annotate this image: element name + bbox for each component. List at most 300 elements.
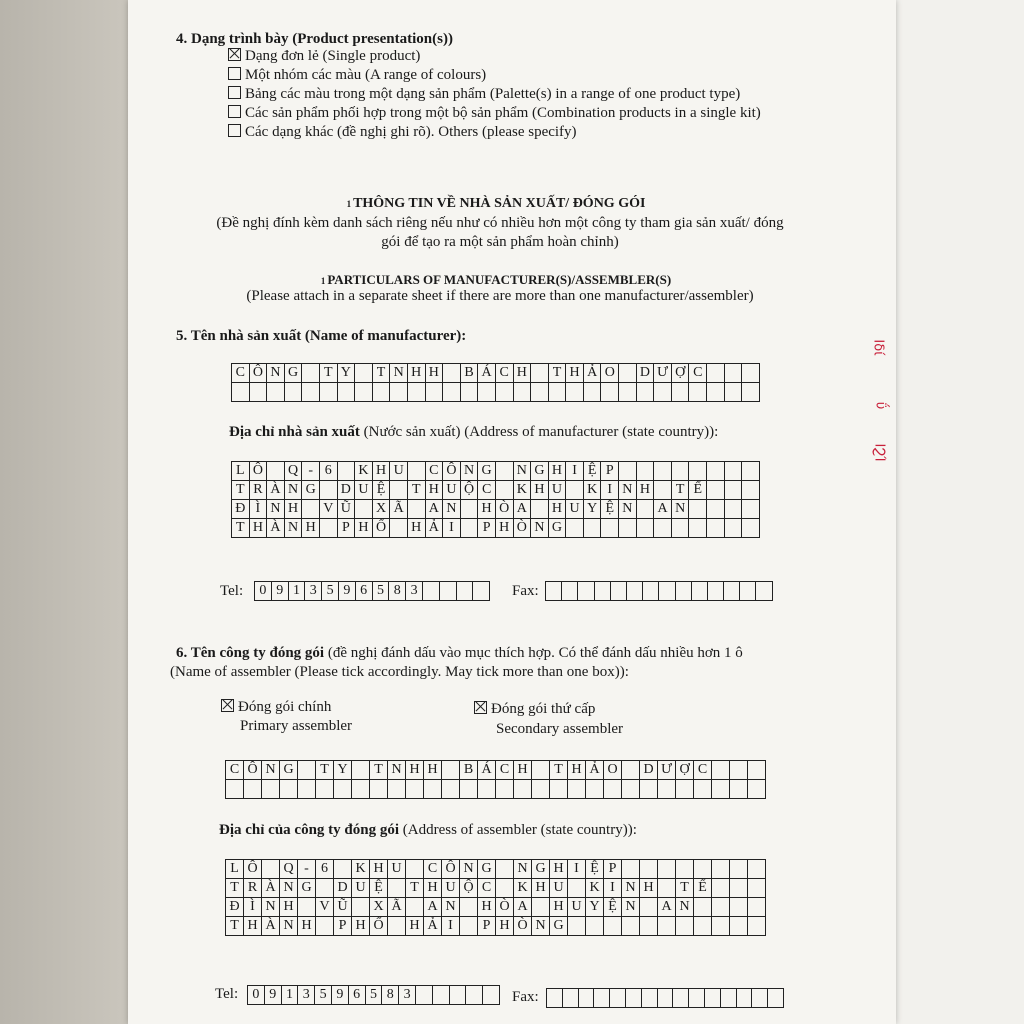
char-cell[interactable]: [583, 519, 601, 538]
char-cell[interactable]: N: [622, 879, 640, 898]
char-cell[interactable]: [730, 898, 748, 917]
char-cell[interactable]: [390, 519, 408, 538]
char-cell[interactable]: Ì: [244, 898, 262, 917]
char-cell[interactable]: [267, 462, 285, 481]
char-cell[interactable]: A: [425, 500, 443, 519]
char-cell[interactable]: Ệ: [583, 462, 601, 481]
char-cell[interactable]: [547, 989, 563, 1008]
char-cell[interactable]: [316, 917, 334, 936]
char-cell[interactable]: [532, 898, 550, 917]
char-cell[interactable]: N: [280, 879, 298, 898]
char-cell[interactable]: [707, 582, 723, 601]
char-cell[interactable]: [424, 780, 442, 799]
char-cell[interactable]: [676, 780, 694, 799]
char-cell[interactable]: [262, 780, 280, 799]
char-cell[interactable]: N: [390, 364, 408, 383]
char-cell[interactable]: [390, 383, 408, 402]
primary-assembler-checkbox[interactable]: [221, 699, 234, 712]
char-cell[interactable]: L: [232, 462, 250, 481]
char-cell[interactable]: [586, 780, 604, 799]
char-cell[interactable]: G: [550, 917, 568, 936]
char-cell[interactable]: A: [654, 500, 672, 519]
char-cell[interactable]: [604, 917, 622, 936]
char-cell[interactable]: [720, 989, 736, 1008]
char-cell[interactable]: K: [355, 462, 373, 481]
char-cell[interactable]: 1: [288, 582, 305, 601]
char-cell[interactable]: T: [316, 761, 334, 780]
char-cell[interactable]: Đ: [232, 500, 250, 519]
char-cell[interactable]: [443, 383, 461, 402]
char-cell[interactable]: [730, 780, 748, 799]
char-cell[interactable]: [712, 879, 730, 898]
char-cell[interactable]: N: [442, 898, 460, 917]
char-cell[interactable]: [319, 519, 337, 538]
char-cell[interactable]: Ộ: [460, 879, 478, 898]
char-cell[interactable]: [707, 383, 725, 402]
char-cell[interactable]: [724, 582, 740, 601]
char-cell[interactable]: H: [478, 898, 496, 917]
char-cell[interactable]: P: [601, 462, 619, 481]
assembler-address-grid[interactable]: [225, 859, 766, 936]
presentation-checkbox[interactable]: [228, 67, 241, 80]
char-cell[interactable]: Ư: [654, 364, 672, 383]
char-cell[interactable]: [316, 879, 334, 898]
char-cell[interactable]: [298, 898, 316, 917]
char-cell[interactable]: [742, 364, 760, 383]
char-cell[interactable]: [707, 519, 725, 538]
char-cell[interactable]: 9: [331, 986, 348, 1005]
char-cell[interactable]: Ệ: [601, 500, 619, 519]
char-cell[interactable]: H: [566, 364, 584, 383]
char-cell[interactable]: -: [298, 860, 316, 879]
char-cell[interactable]: [302, 383, 320, 402]
char-cell[interactable]: G: [302, 481, 320, 500]
char-cell[interactable]: Y: [586, 898, 604, 917]
char-cell[interactable]: [407, 462, 425, 481]
char-cell[interactable]: P: [337, 519, 355, 538]
char-cell[interactable]: U: [443, 481, 461, 500]
char-cell[interactable]: U: [355, 481, 373, 500]
char-cell[interactable]: [742, 519, 760, 538]
char-cell[interactable]: D: [636, 364, 654, 383]
char-cell[interactable]: O: [601, 364, 619, 383]
char-cell[interactable]: [388, 780, 406, 799]
char-cell[interactable]: [372, 383, 390, 402]
char-cell[interactable]: [748, 898, 766, 917]
char-cell[interactable]: 6: [348, 986, 365, 1005]
char-cell[interactable]: [568, 879, 586, 898]
char-cell[interactable]: [456, 582, 473, 601]
char-cell[interactable]: H: [372, 462, 390, 481]
char-cell[interactable]: [619, 519, 637, 538]
char-cell[interactable]: 6: [316, 860, 334, 879]
char-cell[interactable]: [671, 519, 689, 538]
char-cell[interactable]: [422, 582, 439, 601]
char-cell[interactable]: Ò: [514, 917, 532, 936]
char-cell[interactable]: [352, 761, 370, 780]
char-cell[interactable]: Ố: [372, 519, 390, 538]
char-cell[interactable]: [442, 780, 460, 799]
char-cell[interactable]: [249, 383, 267, 402]
char-cell[interactable]: [724, 500, 742, 519]
char-cell[interactable]: [658, 879, 676, 898]
char-cell[interactable]: P: [478, 519, 496, 538]
char-cell[interactable]: H: [352, 917, 370, 936]
char-cell[interactable]: [407, 500, 425, 519]
char-cell[interactable]: N: [280, 917, 298, 936]
char-cell[interactable]: 9: [264, 986, 281, 1005]
presentation-option[interactable]: [228, 104, 761, 123]
char-cell[interactable]: X: [370, 898, 388, 917]
char-cell[interactable]: Ũ: [337, 500, 355, 519]
char-cell[interactable]: [748, 917, 766, 936]
char-cell[interactable]: T: [232, 519, 250, 538]
char-cell[interactable]: A: [424, 898, 442, 917]
char-cell[interactable]: [756, 582, 772, 601]
char-cell[interactable]: 0: [255, 582, 272, 601]
char-cell[interactable]: [748, 860, 766, 879]
char-cell[interactable]: Ô: [244, 860, 262, 879]
char-cell[interactable]: H: [496, 917, 514, 936]
char-cell[interactable]: H: [640, 879, 658, 898]
char-cell[interactable]: [460, 898, 478, 917]
assembler-tel-grid[interactable]: [247, 985, 500, 1005]
char-cell[interactable]: [337, 383, 355, 402]
char-cell[interactable]: [262, 860, 280, 879]
char-cell[interactable]: [658, 917, 676, 936]
char-cell[interactable]: [619, 364, 637, 383]
char-cell[interactable]: [546, 582, 562, 601]
char-cell[interactable]: [676, 917, 694, 936]
char-cell[interactable]: [531, 500, 549, 519]
char-cell[interactable]: H: [532, 879, 550, 898]
char-cell[interactable]: 5: [322, 582, 339, 601]
char-cell[interactable]: H: [513, 364, 531, 383]
char-cell[interactable]: [531, 364, 549, 383]
char-cell[interactable]: H: [636, 481, 654, 500]
char-cell[interactable]: Ộ: [460, 481, 478, 500]
char-cell[interactable]: [316, 780, 334, 799]
char-cell[interactable]: O: [604, 761, 622, 780]
manufacturer-tel-grid[interactable]: [254, 581, 490, 601]
char-cell[interactable]: [566, 481, 584, 500]
presentation-checkbox[interactable]: [228, 124, 241, 137]
char-cell[interactable]: N: [532, 917, 550, 936]
char-cell[interactable]: [478, 383, 496, 402]
char-cell[interactable]: [566, 383, 584, 402]
char-cell[interactable]: [532, 780, 550, 799]
char-cell[interactable]: À: [267, 481, 285, 500]
char-cell[interactable]: [284, 383, 302, 402]
char-cell[interactable]: [460, 519, 478, 538]
char-cell[interactable]: [532, 761, 550, 780]
char-cell[interactable]: C: [425, 462, 443, 481]
char-cell[interactable]: [352, 898, 370, 917]
char-cell[interactable]: C: [478, 879, 496, 898]
char-cell[interactable]: [550, 780, 568, 799]
char-cell[interactable]: [443, 364, 461, 383]
char-cell[interactable]: I: [566, 462, 584, 481]
char-cell[interactable]: H: [478, 500, 496, 519]
char-cell[interactable]: Á: [478, 364, 496, 383]
char-cell[interactable]: Ô: [442, 860, 460, 879]
char-cell[interactable]: C: [226, 761, 244, 780]
char-cell[interactable]: N: [514, 860, 532, 879]
char-cell[interactable]: [724, 519, 742, 538]
char-cell[interactable]: [640, 860, 658, 879]
char-cell[interactable]: [712, 860, 730, 879]
char-cell[interactable]: [319, 481, 337, 500]
char-cell[interactable]: [712, 780, 730, 799]
char-cell[interactable]: [406, 898, 424, 917]
char-cell[interactable]: D: [337, 481, 355, 500]
char-cell[interactable]: H: [284, 500, 302, 519]
char-cell[interactable]: H: [355, 519, 373, 538]
char-cell[interactable]: [748, 879, 766, 898]
char-cell[interactable]: Ế: [689, 481, 707, 500]
char-cell[interactable]: [473, 582, 490, 601]
char-cell[interactable]: Ả: [583, 364, 601, 383]
char-cell[interactable]: H: [495, 519, 513, 538]
char-cell[interactable]: [562, 989, 578, 1008]
char-cell[interactable]: [619, 462, 637, 481]
char-cell[interactable]: G: [548, 519, 566, 538]
char-cell[interactable]: 9: [338, 582, 355, 601]
char-cell[interactable]: [640, 898, 658, 917]
char-cell[interactable]: À: [267, 519, 285, 538]
char-cell[interactable]: [466, 986, 483, 1005]
char-cell[interactable]: [568, 780, 586, 799]
char-cell[interactable]: [514, 780, 532, 799]
char-cell[interactable]: [673, 989, 689, 1008]
char-cell[interactable]: Ợ: [676, 761, 694, 780]
char-cell[interactable]: D: [334, 879, 352, 898]
char-cell[interactable]: 5: [372, 582, 389, 601]
char-cell[interactable]: Ả: [424, 917, 442, 936]
char-cell[interactable]: T: [372, 364, 390, 383]
char-cell[interactable]: [566, 519, 584, 538]
char-cell[interactable]: [730, 879, 748, 898]
char-cell[interactable]: [267, 383, 285, 402]
char-cell[interactable]: H: [406, 761, 424, 780]
char-cell[interactable]: [586, 917, 604, 936]
char-cell[interactable]: [280, 780, 298, 799]
char-cell[interactable]: Ố: [370, 917, 388, 936]
char-cell[interactable]: C: [694, 761, 712, 780]
char-cell[interactable]: [654, 519, 672, 538]
char-cell[interactable]: A: [514, 898, 532, 917]
char-cell[interactable]: N: [284, 519, 302, 538]
char-cell[interactable]: [643, 582, 659, 601]
manufacturer-name-grid[interactable]: [231, 363, 760, 402]
char-cell[interactable]: T: [407, 481, 425, 500]
char-cell[interactable]: [752, 989, 768, 1008]
char-cell[interactable]: I: [443, 519, 461, 538]
char-cell[interactable]: [691, 582, 707, 601]
char-cell[interactable]: [562, 582, 578, 601]
char-cell[interactable]: K: [514, 879, 532, 898]
char-cell[interactable]: [415, 986, 432, 1005]
char-cell[interactable]: N: [622, 898, 640, 917]
char-cell[interactable]: [707, 500, 725, 519]
char-cell[interactable]: [496, 879, 514, 898]
char-cell[interactable]: G: [531, 462, 549, 481]
char-cell[interactable]: Ò: [496, 898, 514, 917]
char-cell[interactable]: Ư: [658, 761, 676, 780]
char-cell[interactable]: R: [244, 879, 262, 898]
char-cell[interactable]: N: [460, 860, 478, 879]
char-cell[interactable]: Ả: [425, 519, 443, 538]
char-cell[interactable]: [636, 383, 654, 402]
presentation-checkbox[interactable]: [228, 48, 241, 61]
char-cell[interactable]: [748, 761, 766, 780]
char-cell[interactable]: [689, 383, 707, 402]
char-cell[interactable]: P: [334, 917, 352, 936]
char-cell[interactable]: P: [604, 860, 622, 879]
char-cell[interactable]: H: [514, 761, 532, 780]
presentation-option[interactable]: [228, 66, 761, 85]
char-cell[interactable]: [742, 462, 760, 481]
char-cell[interactable]: [370, 780, 388, 799]
presentation-option[interactable]: [228, 85, 761, 104]
char-cell[interactable]: [671, 462, 689, 481]
char-cell[interactable]: N: [671, 500, 689, 519]
char-cell[interactable]: [622, 761, 640, 780]
char-cell[interactable]: [548, 383, 566, 402]
char-cell[interactable]: [641, 989, 657, 1008]
presentation-option[interactable]: [228, 47, 761, 66]
char-cell[interactable]: -: [302, 462, 320, 481]
char-cell[interactable]: [390, 481, 408, 500]
char-cell[interactable]: [513, 383, 531, 402]
char-cell[interactable]: G: [298, 879, 316, 898]
char-cell[interactable]: V: [316, 898, 334, 917]
char-cell[interactable]: P: [478, 917, 496, 936]
char-cell[interactable]: 0: [248, 986, 265, 1005]
char-cell[interactable]: H: [424, 879, 442, 898]
char-cell[interactable]: [694, 917, 712, 936]
char-cell[interactable]: [622, 780, 640, 799]
char-cell[interactable]: [724, 364, 742, 383]
char-cell[interactable]: [625, 989, 641, 1008]
char-cell[interactable]: [319, 383, 337, 402]
char-cell[interactable]: [730, 917, 748, 936]
char-cell[interactable]: N: [267, 364, 285, 383]
char-cell[interactable]: H: [298, 917, 316, 936]
char-cell[interactable]: [334, 780, 352, 799]
char-cell[interactable]: [460, 917, 478, 936]
char-cell[interactable]: [578, 582, 594, 601]
char-cell[interactable]: U: [352, 879, 370, 898]
char-cell[interactable]: [748, 780, 766, 799]
secondary-assembler-checkbox[interactable]: [474, 701, 487, 714]
char-cell[interactable]: G: [532, 860, 550, 879]
char-cell[interactable]: [694, 860, 712, 879]
char-cell[interactable]: C: [495, 364, 513, 383]
char-cell[interactable]: [355, 500, 373, 519]
char-cell[interactable]: Q: [280, 860, 298, 879]
char-cell[interactable]: [707, 364, 725, 383]
char-cell[interactable]: H: [425, 481, 443, 500]
char-cell[interactable]: Đ: [226, 898, 244, 917]
char-cell[interactable]: C: [478, 481, 496, 500]
char-cell[interactable]: Ã: [388, 898, 406, 917]
char-cell[interactable]: [334, 860, 352, 879]
char-cell[interactable]: Ì: [249, 500, 267, 519]
char-cell[interactable]: C: [689, 364, 707, 383]
char-cell[interactable]: [689, 462, 707, 481]
manufacturer-fax-grid[interactable]: [545, 581, 773, 601]
char-cell[interactable]: T: [550, 761, 568, 780]
char-cell[interactable]: T: [406, 879, 424, 898]
char-cell[interactable]: T: [671, 481, 689, 500]
char-cell[interactable]: U: [442, 879, 460, 898]
char-cell[interactable]: [619, 383, 637, 402]
char-cell[interactable]: H: [302, 519, 320, 538]
char-cell[interactable]: [355, 364, 373, 383]
char-cell[interactable]: [425, 383, 443, 402]
char-cell[interactable]: [594, 582, 610, 601]
char-cell[interactable]: [594, 989, 610, 1008]
char-cell[interactable]: [640, 780, 658, 799]
char-cell[interactable]: [388, 879, 406, 898]
char-cell[interactable]: H: [424, 761, 442, 780]
char-cell[interactable]: [578, 989, 594, 1008]
char-cell[interactable]: U: [566, 500, 584, 519]
char-cell[interactable]: [355, 383, 373, 402]
char-cell[interactable]: [583, 383, 601, 402]
char-cell[interactable]: T: [548, 364, 566, 383]
char-cell[interactable]: [442, 761, 460, 780]
manufacturer-address-grid[interactable]: [231, 461, 760, 538]
char-cell[interactable]: [439, 582, 456, 601]
char-cell[interactable]: [742, 481, 760, 500]
char-cell[interactable]: 3: [298, 986, 315, 1005]
char-cell[interactable]: H: [531, 481, 549, 500]
char-cell[interactable]: Y: [337, 364, 355, 383]
char-cell[interactable]: [568, 917, 586, 936]
char-cell[interactable]: Ợ: [671, 364, 689, 383]
char-cell[interactable]: B: [460, 761, 478, 780]
char-cell[interactable]: C: [424, 860, 442, 879]
char-cell[interactable]: Ô: [249, 462, 267, 481]
char-cell[interactable]: G: [280, 761, 298, 780]
char-cell[interactable]: [742, 383, 760, 402]
char-cell[interactable]: N: [619, 500, 637, 519]
secondary-assembler-option[interactable]: [474, 701, 595, 718]
char-cell[interactable]: [432, 986, 449, 1005]
char-cell[interactable]: [636, 500, 654, 519]
char-cell[interactable]: [707, 462, 725, 481]
char-cell[interactable]: Ệ: [586, 860, 604, 879]
char-cell[interactable]: [740, 582, 756, 601]
char-cell[interactable]: [531, 383, 549, 402]
char-cell[interactable]: Ã: [390, 500, 408, 519]
presentation-checkbox[interactable]: [228, 86, 241, 99]
char-cell[interactable]: 5: [315, 986, 332, 1005]
char-cell[interactable]: Q: [284, 462, 302, 481]
char-cell[interactable]: I: [568, 860, 586, 879]
char-cell[interactable]: [712, 761, 730, 780]
char-cell[interactable]: [406, 780, 424, 799]
char-cell[interactable]: [730, 761, 748, 780]
char-cell[interactable]: H: [370, 860, 388, 879]
char-cell[interactable]: [689, 500, 707, 519]
char-cell[interactable]: [640, 917, 658, 936]
char-cell[interactable]: Ệ: [370, 879, 388, 898]
char-cell[interactable]: C: [232, 364, 250, 383]
char-cell[interactable]: Ả: [586, 761, 604, 780]
